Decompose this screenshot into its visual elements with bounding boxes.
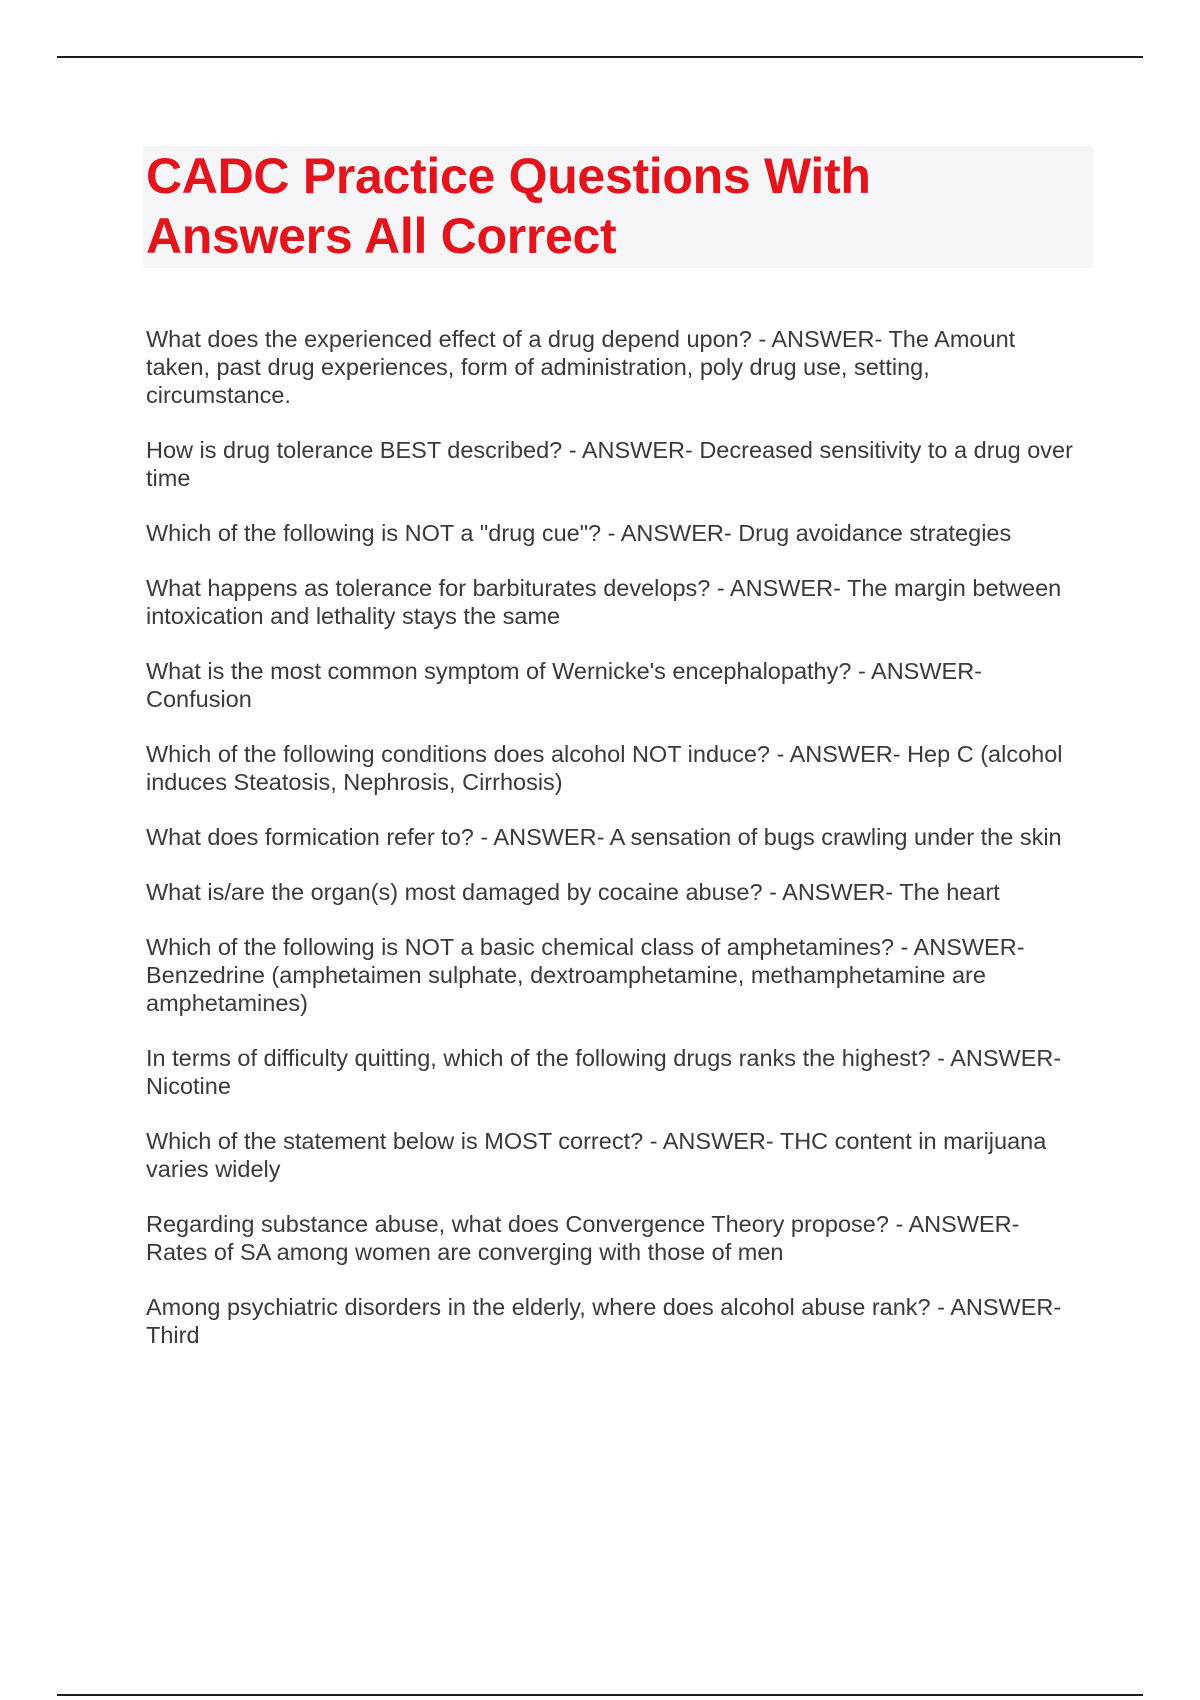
qa-item: What happens as tolerance for barbiturates develops? - ANSWER- The margin between intoxication and lethality stays the same: [146, 575, 1062, 629]
top-rule: [57, 56, 1143, 58]
qa-item: What is/are the organ(s) most damaged by cocaine abuse? - ANSWER- The heart: [146, 879, 1000, 905]
qa-item: What does formication refer to? - ANSWER- A sensation of bugs crawling under the skin: [146, 824, 1062, 850]
qa-list: [146, 325, 1081, 1376]
qa-item: How is drug tolerance BEST described? - ANSWER- Decreased sensitivity to a drug over time: [146, 437, 1073, 491]
qa-item: In terms of difficulty quitting, which of the following drugs ranks the highest? - ANSWER- Nicotine: [146, 1045, 1062, 1099]
qa-item: Which of the following is NOT a basic chemical class of amphetamines? - ANSWER- Benzedrine (amphetaimen sulphate, dextroamphetamine, methamphetamine are amphetamines): [146, 934, 1025, 1016]
qa-item: Which of the following conditions does alcohol NOT induce? - ANSWER- Hep C (alcohol induces Steatosis, Nephrosis, Cirrhosis): [146, 741, 1063, 795]
document-title: CADC Practice Questions With Answers All Correct: [146, 148, 871, 264]
qa-item: What is the most common symptom of Wernicke's encephalopathy? - ANSWER- Confusion: [146, 658, 982, 712]
qa-item: What does the experienced effect of a drug depend upon? - ANSWER- The Amount taken, past drug experiences, form of administration, poly drug use, setting, circumstance.: [146, 326, 1016, 408]
bottom-rule: [57, 1694, 1143, 1696]
qa-item: Which of the following is NOT a "drug cue"? - ANSWER- Drug avoidance strategies: [146, 520, 1012, 546]
qa-item: Regarding substance abuse, what does Convergence Theory propose? - ANSWER- Rates of SA among women are converging with those of men: [146, 1211, 1020, 1265]
qa-item: Which of the statement below is MOST correct? - ANSWER- THC content in marijuana varies widely: [146, 1128, 1047, 1182]
qa-item: Among psychiatric disorders in the elderly, where does alcohol abuse rank? - ANSWER- Third: [146, 1294, 1062, 1348]
